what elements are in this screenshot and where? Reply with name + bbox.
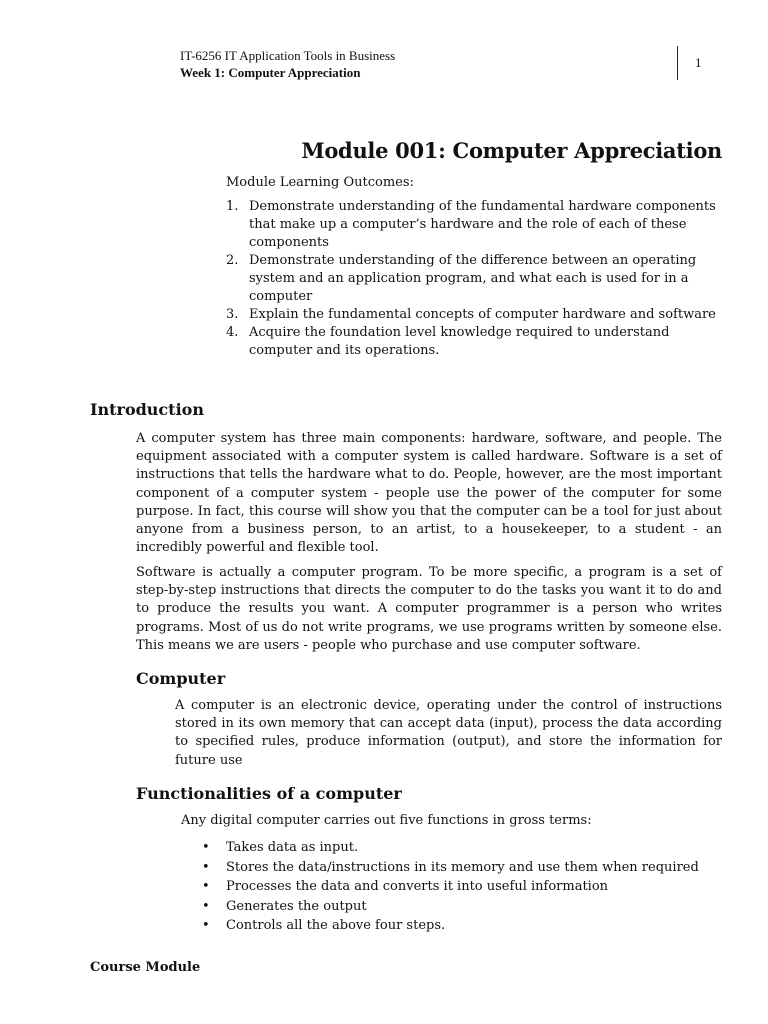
week-title: Week 1: Computer Appreciation [180, 65, 361, 80]
list-item-text: Processes the data and converts it into useful information [226, 879, 609, 894]
outcome-text: Explain the fundamental concepts of computer hardware and software [249, 307, 716, 322]
list-item-text: Generates the output [226, 898, 367, 914]
list-item-text: Stores the data/instructions in its memory and use them when required [226, 859, 699, 875]
module-title: Module 001: Computer Appreciation [301, 138, 722, 163]
outcome-item [226, 306, 716, 324]
bullet-icon: • [202, 918, 210, 933]
functionalities-heading: Functionalities of a computer [136, 784, 402, 803]
page-header [180, 47, 395, 81]
header-divider [677, 46, 678, 80]
outcome-item [226, 252, 716, 306]
page-footer: Course Module [90, 960, 201, 975]
list-item [202, 877, 722, 897]
list-item [202, 858, 722, 878]
computer-heading: Computer [136, 669, 226, 688]
bullet-icon: • [202, 879, 210, 894]
introduction-paragraph-1: A computer system has three main components: hardware, software, and people. The equipment associated with a computer system is called hardware. Software is a set of instructions that tells the hardware what to do. People, however, are the most important component of a computer system - people use the power of the computer for some purpose. In fact, this course will show you that the computer can be a tool for just about anyone from a business person, to an artist, to a housekeeper, to a student - an incredibly powerful and flexible tool. [136, 431, 722, 556]
outcome-number: 3. [226, 307, 239, 322]
list-item-text: Takes data as input. [226, 840, 359, 855]
list-item [202, 916, 722, 936]
outcome-item [226, 198, 716, 252]
bullet-icon: • [202, 898, 210, 914]
list-item [202, 897, 722, 917]
outcome-text: Acquire the foundation level knowledge required to understand computer and its operations. [249, 325, 670, 358]
functionalities-list [202, 838, 722, 936]
computer-paragraph: A computer is an electronic device, operating under the control of instructions stored in its own memory that can accept data (input), process the data according to specified rules, produce information (output), and store the information for future use [175, 698, 722, 768]
introduction-heading: Introduction [90, 400, 204, 419]
bullet-icon: • [202, 840, 210, 855]
bullet-icon: • [202, 859, 210, 875]
introduction-paragraph-2: Software is actually a computer program. To be more specific, a program is a set of step-by-step instructions that directs the computer to do the tasks you want it to do and to produce the results you want. A computer programmer is a person who writes programs. Most of us do not write programs, we use programs written by someone else. This means we are users - people who purchase and use computer software. [136, 565, 722, 653]
page-number: 1 [695, 55, 702, 70]
outcomes-list [226, 198, 716, 360]
course-title: IT-6256 IT Application Tools in Business [180, 48, 396, 63]
outcome-number: 1. [226, 199, 239, 214]
outcome-text: Demonstrate understanding of the fundamental hardware components that make up a computer’s hardware and the role of each of these components [249, 199, 716, 250]
list-item-text: Controls all the above four steps. [226, 918, 446, 933]
outcome-number: 4. [226, 325, 239, 340]
functionalities-intro: Any digital computer carries out five functions in gross terms: [181, 813, 592, 828]
list-item [202, 838, 722, 858]
outcome-item [226, 324, 716, 360]
outcome-text: Demonstrate understanding of the difference between an operating system and an application program, and what each is used for in a computer [249, 253, 697, 304]
outcomes-label: Module Learning Outcomes: [226, 175, 414, 190]
outcome-number: 2. [226, 253, 239, 268]
